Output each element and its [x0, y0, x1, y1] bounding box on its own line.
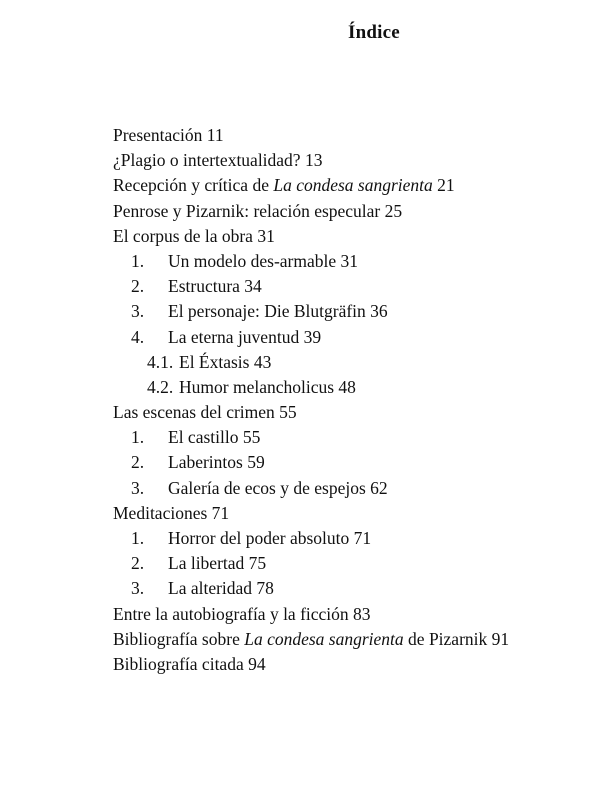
- toc-entry-text: Humor melancholicus 48: [179, 376, 356, 397]
- toc-entry-text: Horror del poder absoluto 71: [168, 528, 372, 548]
- toc-entry-number: 4.1.: [147, 351, 174, 372]
- toc-subentry: [113, 551, 583, 576]
- page-title: Índice: [348, 22, 400, 43]
- toc-entry-number: 4.: [131, 326, 145, 347]
- toc-entry-text: 21: [432, 175, 455, 196]
- toc-entry: [113, 148, 583, 173]
- toc-entry: [113, 627, 583, 652]
- toc-entry-text: Entre la autobiografía y la ficción 83: [113, 603, 371, 624]
- toc-subentry: [113, 576, 583, 601]
- toc-entry: [113, 501, 583, 526]
- toc-subentry: [113, 526, 583, 551]
- toc-entry-text: Recepción y crítica de: [113, 175, 274, 196]
- toc-entry-text: Estructura 34: [168, 276, 262, 297]
- toc-entry: [113, 224, 583, 249]
- toc-subsubentry: [113, 350, 583, 375]
- toc-subentry: [113, 476, 583, 501]
- toc-subentry: [113, 450, 583, 475]
- toc-entry-number: 1.: [131, 528, 145, 548]
- toc-subentry: [113, 299, 583, 324]
- toc-entry-number: 1.: [131, 427, 145, 448]
- toc-entry-italic-title: La condesa sangrienta: [273, 175, 433, 196]
- toc-entry-text: de Pizarnik 91: [403, 628, 510, 649]
- toc-entry-number: 2.: [131, 553, 145, 574]
- toc-subentry: [113, 274, 583, 299]
- toc-entry-number: 2.: [131, 452, 145, 473]
- toc-entry-text: La alteridad 78: [168, 578, 274, 599]
- toc-entry-number: 4.2.: [147, 376, 174, 397]
- toc-subentry: [113, 325, 583, 350]
- toc-entry: [113, 602, 583, 627]
- toc-entry: [113, 199, 583, 224]
- toc-entry-number: 2.: [131, 276, 145, 297]
- toc-entry-text: Penrose y Pizarnik: relación especular 25: [113, 200, 403, 221]
- toc-entry-number: 3.: [131, 301, 145, 322]
- toc-entry-text: Bibliografía citada 94: [113, 653, 266, 674]
- toc-entry: [113, 400, 583, 425]
- toc-entry-text: Galería de ecos y de espejos 62: [168, 477, 388, 498]
- toc-entry-text: Un modelo des-armable 31: [168, 250, 359, 271]
- toc-entry-italic-title: La condesa sangrienta: [244, 628, 404, 649]
- toc-subentry: [113, 249, 583, 274]
- toc-entry: [113, 123, 583, 148]
- toc-entry-text: El castillo 55: [168, 427, 261, 448]
- toc-entry-text: Presentación 11: [113, 125, 224, 145]
- toc-entry-text: ¿Plagio o intertextualidad? 13: [113, 150, 323, 171]
- toc-entry-text: Las escenas del crimen 55: [113, 402, 297, 423]
- toc-subentry: [113, 425, 583, 450]
- toc-entry-text: El corpus de la obra 31: [113, 225, 275, 246]
- table-of-contents: [113, 123, 583, 677]
- toc-entry-number: 3.: [131, 578, 145, 599]
- toc-entry: [113, 173, 583, 198]
- toc-entry-text: El personaje: Die Blutgräfin 36: [168, 301, 388, 322]
- toc-entry: [113, 652, 583, 677]
- toc-subsubentry: [113, 375, 583, 400]
- toc-entry-text: El Éxtasis 43: [179, 351, 272, 372]
- toc-entry-text: Meditaciones 71: [113, 502, 230, 523]
- toc-entry-text: Laberintos 59: [168, 452, 265, 473]
- toc-entry-text: Bibliografía sobre: [113, 628, 245, 649]
- toc-entry-number: 1.: [131, 250, 145, 271]
- toc-entry-text: La eterna juventud 39: [168, 326, 322, 347]
- toc-entry-number: 3.: [131, 477, 145, 498]
- toc-entry-text: La libertad 75: [168, 553, 267, 574]
